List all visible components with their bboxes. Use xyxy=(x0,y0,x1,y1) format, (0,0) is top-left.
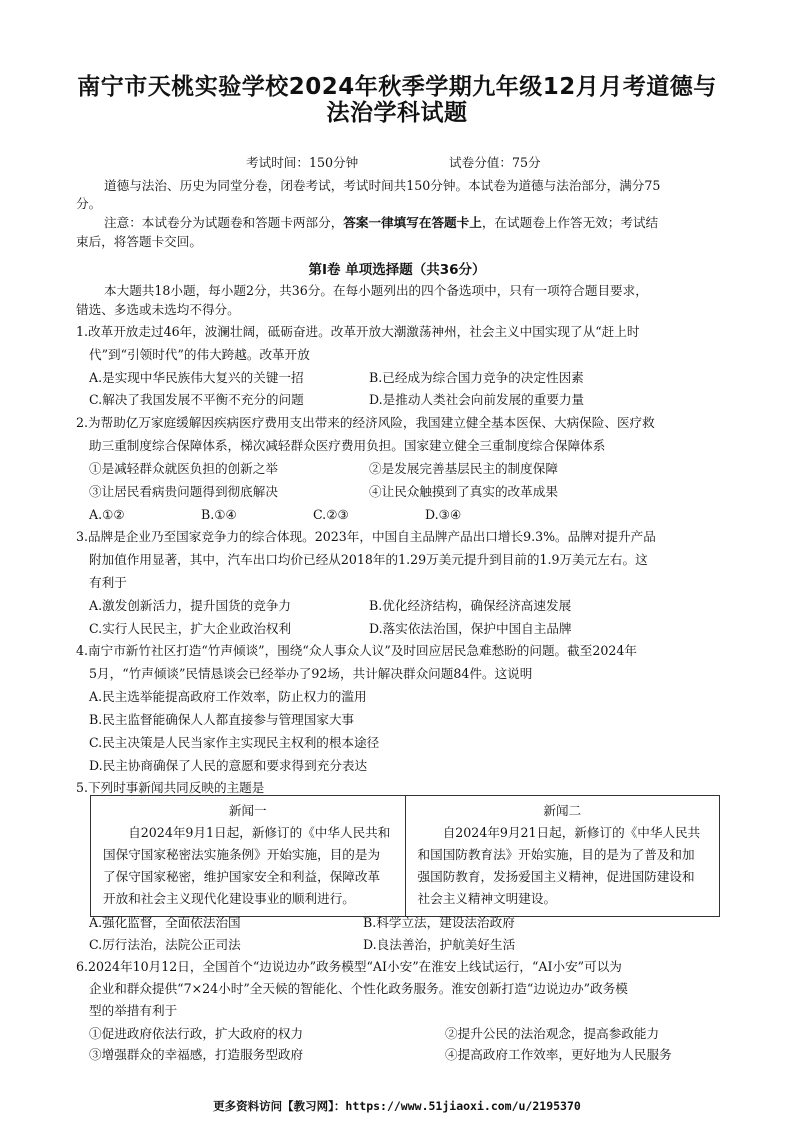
q2-option-a: A.①② xyxy=(89,507,125,522)
q4-option-d: D.民主协商确保了人民的意愿和要求得到充分表达 xyxy=(89,758,368,773)
q2-stem-2: 助三重制度综合保障体系，梯次减轻群众医疗费用负担。国家建立健全三重制度综合保障体系 xyxy=(89,438,606,453)
page-title xyxy=(60,74,734,126)
section-desc-1: 本大题共18小题，每小题2分，共36分。在每小题列出的四个备选项中，只有一项符合题目要求， xyxy=(104,283,648,298)
title-line-2: 法治学科试题 xyxy=(326,100,468,126)
news-2-title: 新闻二 xyxy=(543,803,582,818)
q1-option-d: D.是推动人类社会向前发展的重要力量 xyxy=(369,392,585,407)
q5-option-c: C.厉行法治，法院公正司法 xyxy=(89,937,241,952)
q3-stem-2: 附加值作用显著，其中，汽车出口均价已经从2018年的1.29万美元提升到目前的1.9万美元左右。这 xyxy=(89,552,648,567)
q6-statement-3: ③增强群众的幸福感，打造服务型政府 xyxy=(89,1047,304,1062)
q2-statement-4: ④让民众触摸到了真实的改革成果 xyxy=(369,484,558,499)
q1-option-b: B.已经成为综合国力竞争的决定性因素 xyxy=(369,370,584,385)
q1-stem-1: 1.改革开放走过46年，波澜壮阔，砥砺奋进。改革开放大潮激荡神州，社会主义中国实现了从“赶上时 xyxy=(76,324,640,339)
q2-statement-1: ①是减轻群众就医负担的创新之举 xyxy=(89,461,278,476)
q2-statement-3: ③让居民看病贵问题得到彻底解决 xyxy=(89,484,278,499)
q5-option-d: D.良法善治，护航美好生活 xyxy=(363,937,516,952)
exam-time: 考试时间：150分钟 xyxy=(246,155,359,170)
notice-line-2: 束后，将答题卡交回。 xyxy=(76,234,202,249)
q4-option-b: B.民主监督能确保人人都直接参与管理国家大事 xyxy=(89,712,355,727)
q6-statement-4: ④提高政府工作效率，更好地为人民服务 xyxy=(445,1047,672,1062)
news-2-cell xyxy=(405,796,720,917)
q6-statement-2: ②提升公民的法治观念，提高参政能力 xyxy=(445,1026,660,1041)
q4-stem-2: 5月，“竹声倾谈”民情恳谈会已经举办了92场，共计解决群众问题84件。这说明 xyxy=(89,666,533,681)
q6-statement-1: ①促进政府依法行政，扩大政府的权力 xyxy=(89,1026,304,1041)
q3-stem-1: 3.品牌是企业乃至国家竞争力的综合体现。2023年，中国自主品牌产品出口增长9.3%。品牌对提升产品 xyxy=(76,529,656,544)
q1-option-a: A.是实现中华民族伟大复兴的关键一招 xyxy=(89,370,304,385)
q5-option-b: B.科学立法，建设法治政府 xyxy=(363,915,515,930)
q3-option-a: A.激发创新活力，提升国货的竞争力 xyxy=(89,598,292,613)
q2-stem-1: 2.为帮助亿万家庭缓解因疾病医疗费用支出带来的经济风险，我国建立健全基本医保、大病保险、医疗救 xyxy=(76,415,655,430)
q1-stem-2: 代”到“引领时代”的伟大跨越。改革开放 xyxy=(89,347,310,362)
q4-option-a: A.民主选举能提高政府工作效率，防止权力的滥用 xyxy=(89,689,367,704)
q6-stem-1: 6.2024年10月12日，全国首个“边说边办”政务模型“AI小安”在淮安上线试运行，“AI小安”可以为 xyxy=(76,959,622,974)
title-line-1: 南宁市天桃实验学校2024年秋季学期九年级12月月考道德与 xyxy=(77,74,717,100)
q6-stem-2: 企业和群众提供“7×24小时”全天候的智能化、个性化政务服务。淮安创新打造“边说边办”政务模 xyxy=(89,981,628,996)
exam-score: 试卷分值：75分 xyxy=(449,155,541,170)
news-1-text: 自2024年9月1日起，新修订的《中华人民共和国保守国家秘密法实施条例》开始实施，目的是为了保守国家秘密，维护国家安全和利益，保障改革开放和社会主义现代化建设事业的顺利进行。 xyxy=(103,825,391,906)
q2-option-c: C.②③ xyxy=(313,507,349,522)
section-title: 第Ⅰ卷 单项选择题（共36分） xyxy=(308,262,486,278)
q3-option-d: D.落实依法治国，保护中国自主品牌 xyxy=(369,621,572,636)
q6-stem-3: 型的举措有利于 xyxy=(89,1003,178,1018)
q5-option-a: A.强化监督，全面依法治国 xyxy=(89,915,241,930)
notice-line-1 xyxy=(104,215,658,231)
intro-line-2: 分。 xyxy=(76,196,102,211)
q1-option-c: C.解决了我国发展不平衡不充分的问题 xyxy=(89,392,304,407)
notice-suffix: ，在试题卷上作答无效；考试结 xyxy=(481,215,659,230)
q3-stem-3: 有利于 xyxy=(89,575,127,590)
footer-link[interactable]: 更多资料访问【教习网】：https://www.51jiaoxi.com/u/2195370 xyxy=(213,1099,581,1113)
q3-option-c: C.实行人民民主，扩大企业政治权利 xyxy=(89,621,292,636)
q2-statement-2: ②是发展完善基层民主的制度保障 xyxy=(369,461,558,476)
news-1-title: 新闻一 xyxy=(228,803,267,818)
q4-option-c: C.民主决策是人民当家作主实现民主权利的根本途径 xyxy=(89,735,380,750)
section-desc-2: 错选、多选或未选均不得分。 xyxy=(76,302,240,317)
intro-line-1: 道德与法治、历史为同堂分卷，闭卷考试，考试时间共150分钟。本试卷为道德与法治部分，满分75 xyxy=(104,178,661,193)
q2-option-d: D.③④ xyxy=(425,507,462,522)
q5-stem: 5.下列时事新闻共同反映的主题是 xyxy=(76,780,265,795)
news-1-cell xyxy=(91,796,406,917)
q5-news-table xyxy=(90,795,720,917)
news-2-text: 自2024年9月21日起，新修订的《中华人民共和国国防教育法》开始实施，目的是为了普及和加强国防教育，发扬爱国主义精神，促进国防建设和社会主义精神文明建设。 xyxy=(417,825,701,906)
q3-option-b: B.优化经济结构，确保经济高速发展 xyxy=(369,598,572,613)
q2-option-b: B.①④ xyxy=(201,507,237,522)
notice-prefix: 注意：本试卷分为试题卷和答题卡两部分， xyxy=(104,215,344,230)
notice-emphasis: 答案一律填写在答题卡上 xyxy=(343,215,482,230)
q4-stem-1: 4.南宁市新竹社区打造“竹声倾谈”，围绕“众人事众人议”及时回应居民急难愁盼的问题。截至2024年 xyxy=(76,643,637,658)
